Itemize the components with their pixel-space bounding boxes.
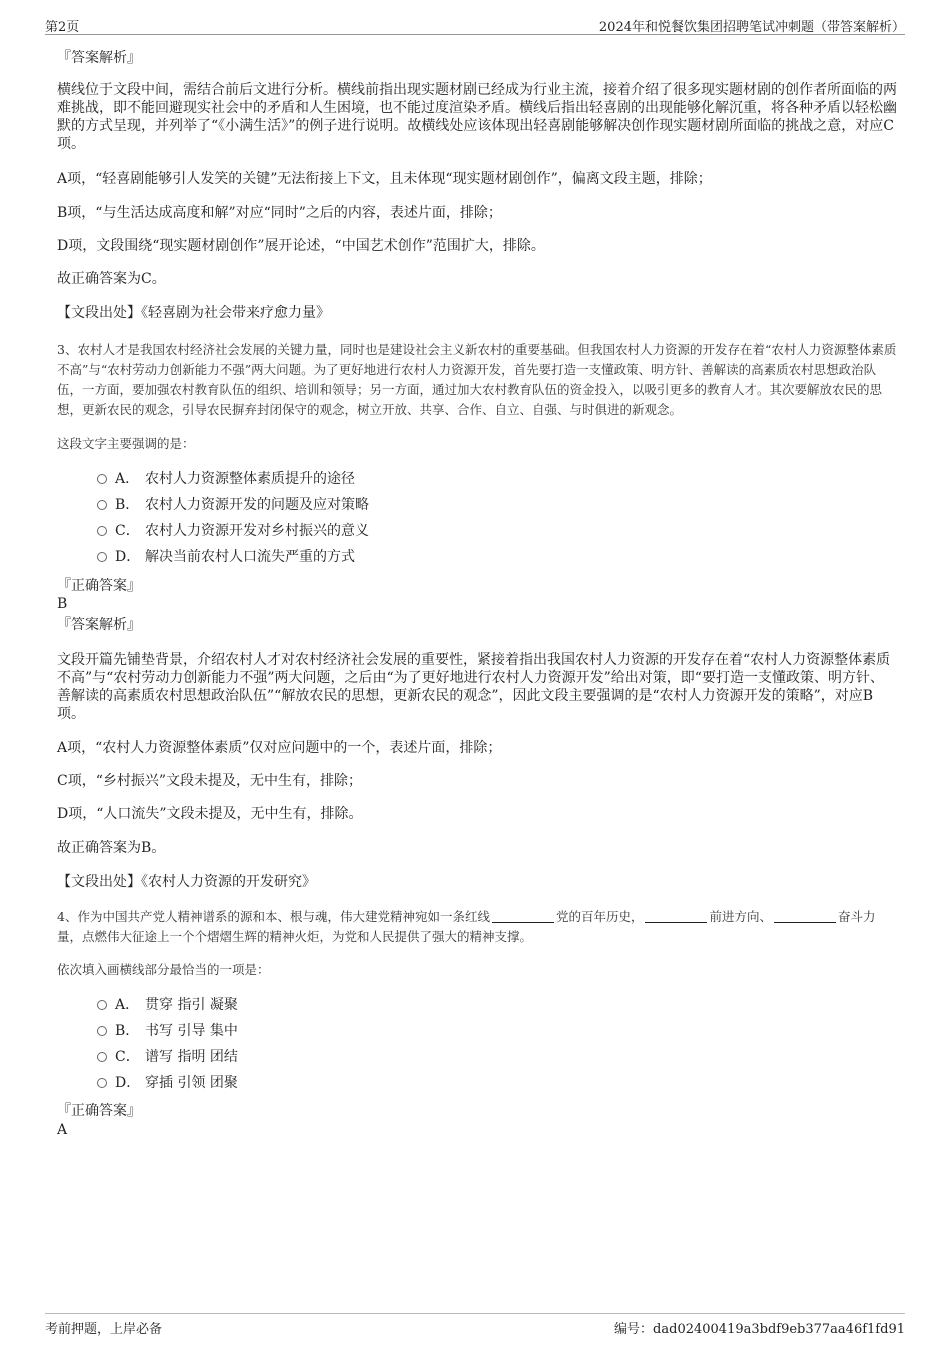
answer-value: A (57, 1122, 68, 1138)
question-3-option-a[interactable]: A． 农村人力资源整体素质提升的途径 (97, 470, 355, 488)
analysis-point-d: D项，“人口流失”文段未提及，无中生有，排除。 (57, 806, 363, 822)
analysis-text: 横线位于文段中间，需结合前后文进行分析。横线前指出现实题材剧已经成为行业主流，接着介绍了很多现实题材剧的创作者所面临的两难挑战，即不能回避现实社会中的矛盾和人生困境，也不能过度渲染矛盾。横线后指出轻喜剧的出现能够化解沉重，将各种矛盾以轻松幽默的方式呈现，并列举了“《小满生活》”的例子进行说明。故横线处应该体现出轻喜剧能够解决创作现实题材剧所面临的挑战之意，对应C项。 (57, 82, 897, 152)
fill-blank-3 (774, 909, 836, 923)
question-4-option-d[interactable]: D． 穿插 引领 团聚 (97, 1074, 238, 1092)
answer-label: 『正确答案』 (57, 1103, 141, 1119)
answer-value: B (57, 596, 68, 612)
question-4-stem: 4、作为中国共产党人精神谱系的源和本、根与魂，伟大建党精神宛如一条红线 党的百年历史， 前进方向、 奋斗力量，点燃伟大征途上一个个熠熠生辉的精神火炬，为党和人民提供了强大的精神支撑。 (57, 909, 876, 944)
radio-icon[interactable] (97, 526, 107, 536)
analysis-label: 『答案解析』 (57, 50, 141, 66)
analysis-point-c: C项，“乡村振兴”文段未提及，无中生有，排除； (57, 773, 363, 789)
analysis-point-a: A项，“轻喜剧能够引人发笑的关键”无法衔接上下文，且未体现“现实题材剧创作”，偏离文段主题，排除； (57, 171, 712, 187)
question-4-prompt: 依次填入画横线部分最恰当的一项是： (57, 962, 270, 977)
question-3-option-d[interactable]: D． 解决当前农村人口流失严重的方式 (97, 548, 355, 566)
analysis-point-b: B项，“与生活达成高度和解”对应“同时”之后的内容，表述片面，排除； (57, 205, 502, 221)
document-id: 编号：dad02400419a3bdf9eb377aa46f1fd91 (614, 1322, 905, 1337)
analysis-point-a: A项，“农村人力资源整体素质”仅对应问题中的一个，表述片面，排除； (57, 740, 502, 756)
question-4-option-b[interactable]: B． 书写 引导 集中 (97, 1022, 238, 1040)
question-4-option-c[interactable]: C． 谱写 指明 团结 (97, 1048, 238, 1066)
answer-conclusion: 故正确答案为C。 (57, 271, 166, 287)
page-footer (45, 1313, 905, 1336)
analysis-label: 『答案解析』 (57, 617, 141, 633)
radio-icon[interactable] (97, 552, 107, 562)
fill-blank-2 (645, 909, 707, 923)
radio-icon[interactable] (97, 1078, 107, 1088)
source-citation: 【文段出处】《农村人力资源的开发研究》 (57, 874, 316, 890)
fill-blank-1 (492, 909, 554, 923)
answer-conclusion: 故正确答案为B。 (57, 840, 166, 856)
answer-label: 『正确答案』 (57, 578, 141, 594)
radio-icon[interactable] (97, 1026, 107, 1036)
question-3-prompt: 这段文字主要强调的是： (57, 436, 195, 451)
radio-icon[interactable] (97, 1000, 107, 1010)
analysis-point-d: D项，文段围绕“现实题材剧创作”展开论述，“中国艺术创作”范围扩大，排除。 (57, 238, 545, 254)
source-citation: 【文段出处】《轻喜剧为社会带来疗愈力量》 (57, 305, 330, 321)
page-header (45, 14, 905, 35)
radio-icon[interactable] (97, 500, 107, 510)
question-3-option-c[interactable]: C． 农村人力资源开发对乡村振兴的意义 (97, 522, 369, 540)
footer-slogan: 考前押题，上岸必备 (45, 1322, 163, 1337)
radio-icon[interactable] (97, 474, 107, 484)
page-number: 第2页 (45, 20, 80, 35)
document-title: 2024年和悦餐饮集团招聘笔试冲刺题（带答案解析） (598, 20, 905, 35)
question-3-option-b[interactable]: B． 农村人力资源开发的问题及应对策略 (97, 496, 369, 514)
radio-icon[interactable] (97, 1052, 107, 1062)
question-3-stem: 3、农村人才是我国农村经济社会发展的关键力量，同时也是建设社会主义新农村的重要基础。但我国农村人力资源的开发存在着“农村人力资源整体素质不高”与“农村劳动力创新能力不强”两大问题。为了更好地进行农村人力资源开发，首先要打造一支懂政策、明方针、善解读的高素质农村思想政治队伍，一方面，要加强农村教育队伍的组织、培训和领导；另一方面，通过加大农村教育队伍的资金投入，以吸引更多的教育人才。其次要解放农民的思想，更新农民的观念，引导农民摒弃封闭保守的观念，树立开放、共享、合作、自立、自强、与时俱进的新观念。 (57, 342, 897, 417)
question-4-option-a[interactable]: A． 贯穿 指引 凝聚 (97, 996, 238, 1014)
analysis-text: 文段开篇先铺垫背景，介绍农村人才对农村经济社会发展的重要性，紧接着指出我国农村人力资源的开发存在着“农村人力资源整体素质不高”与“农村劳动力创新能力不强”两大问题，之后由“为了更好地进行农村人力资源开发”给出对策，即“要打造一支懂政策、明方针、善解读的高素质农村思想政治队伍”“解放农民的思想，更新农民的观念”，因此文段主要强调的是“农村人力资源开发的策略”，对应B项。 (57, 652, 891, 722)
